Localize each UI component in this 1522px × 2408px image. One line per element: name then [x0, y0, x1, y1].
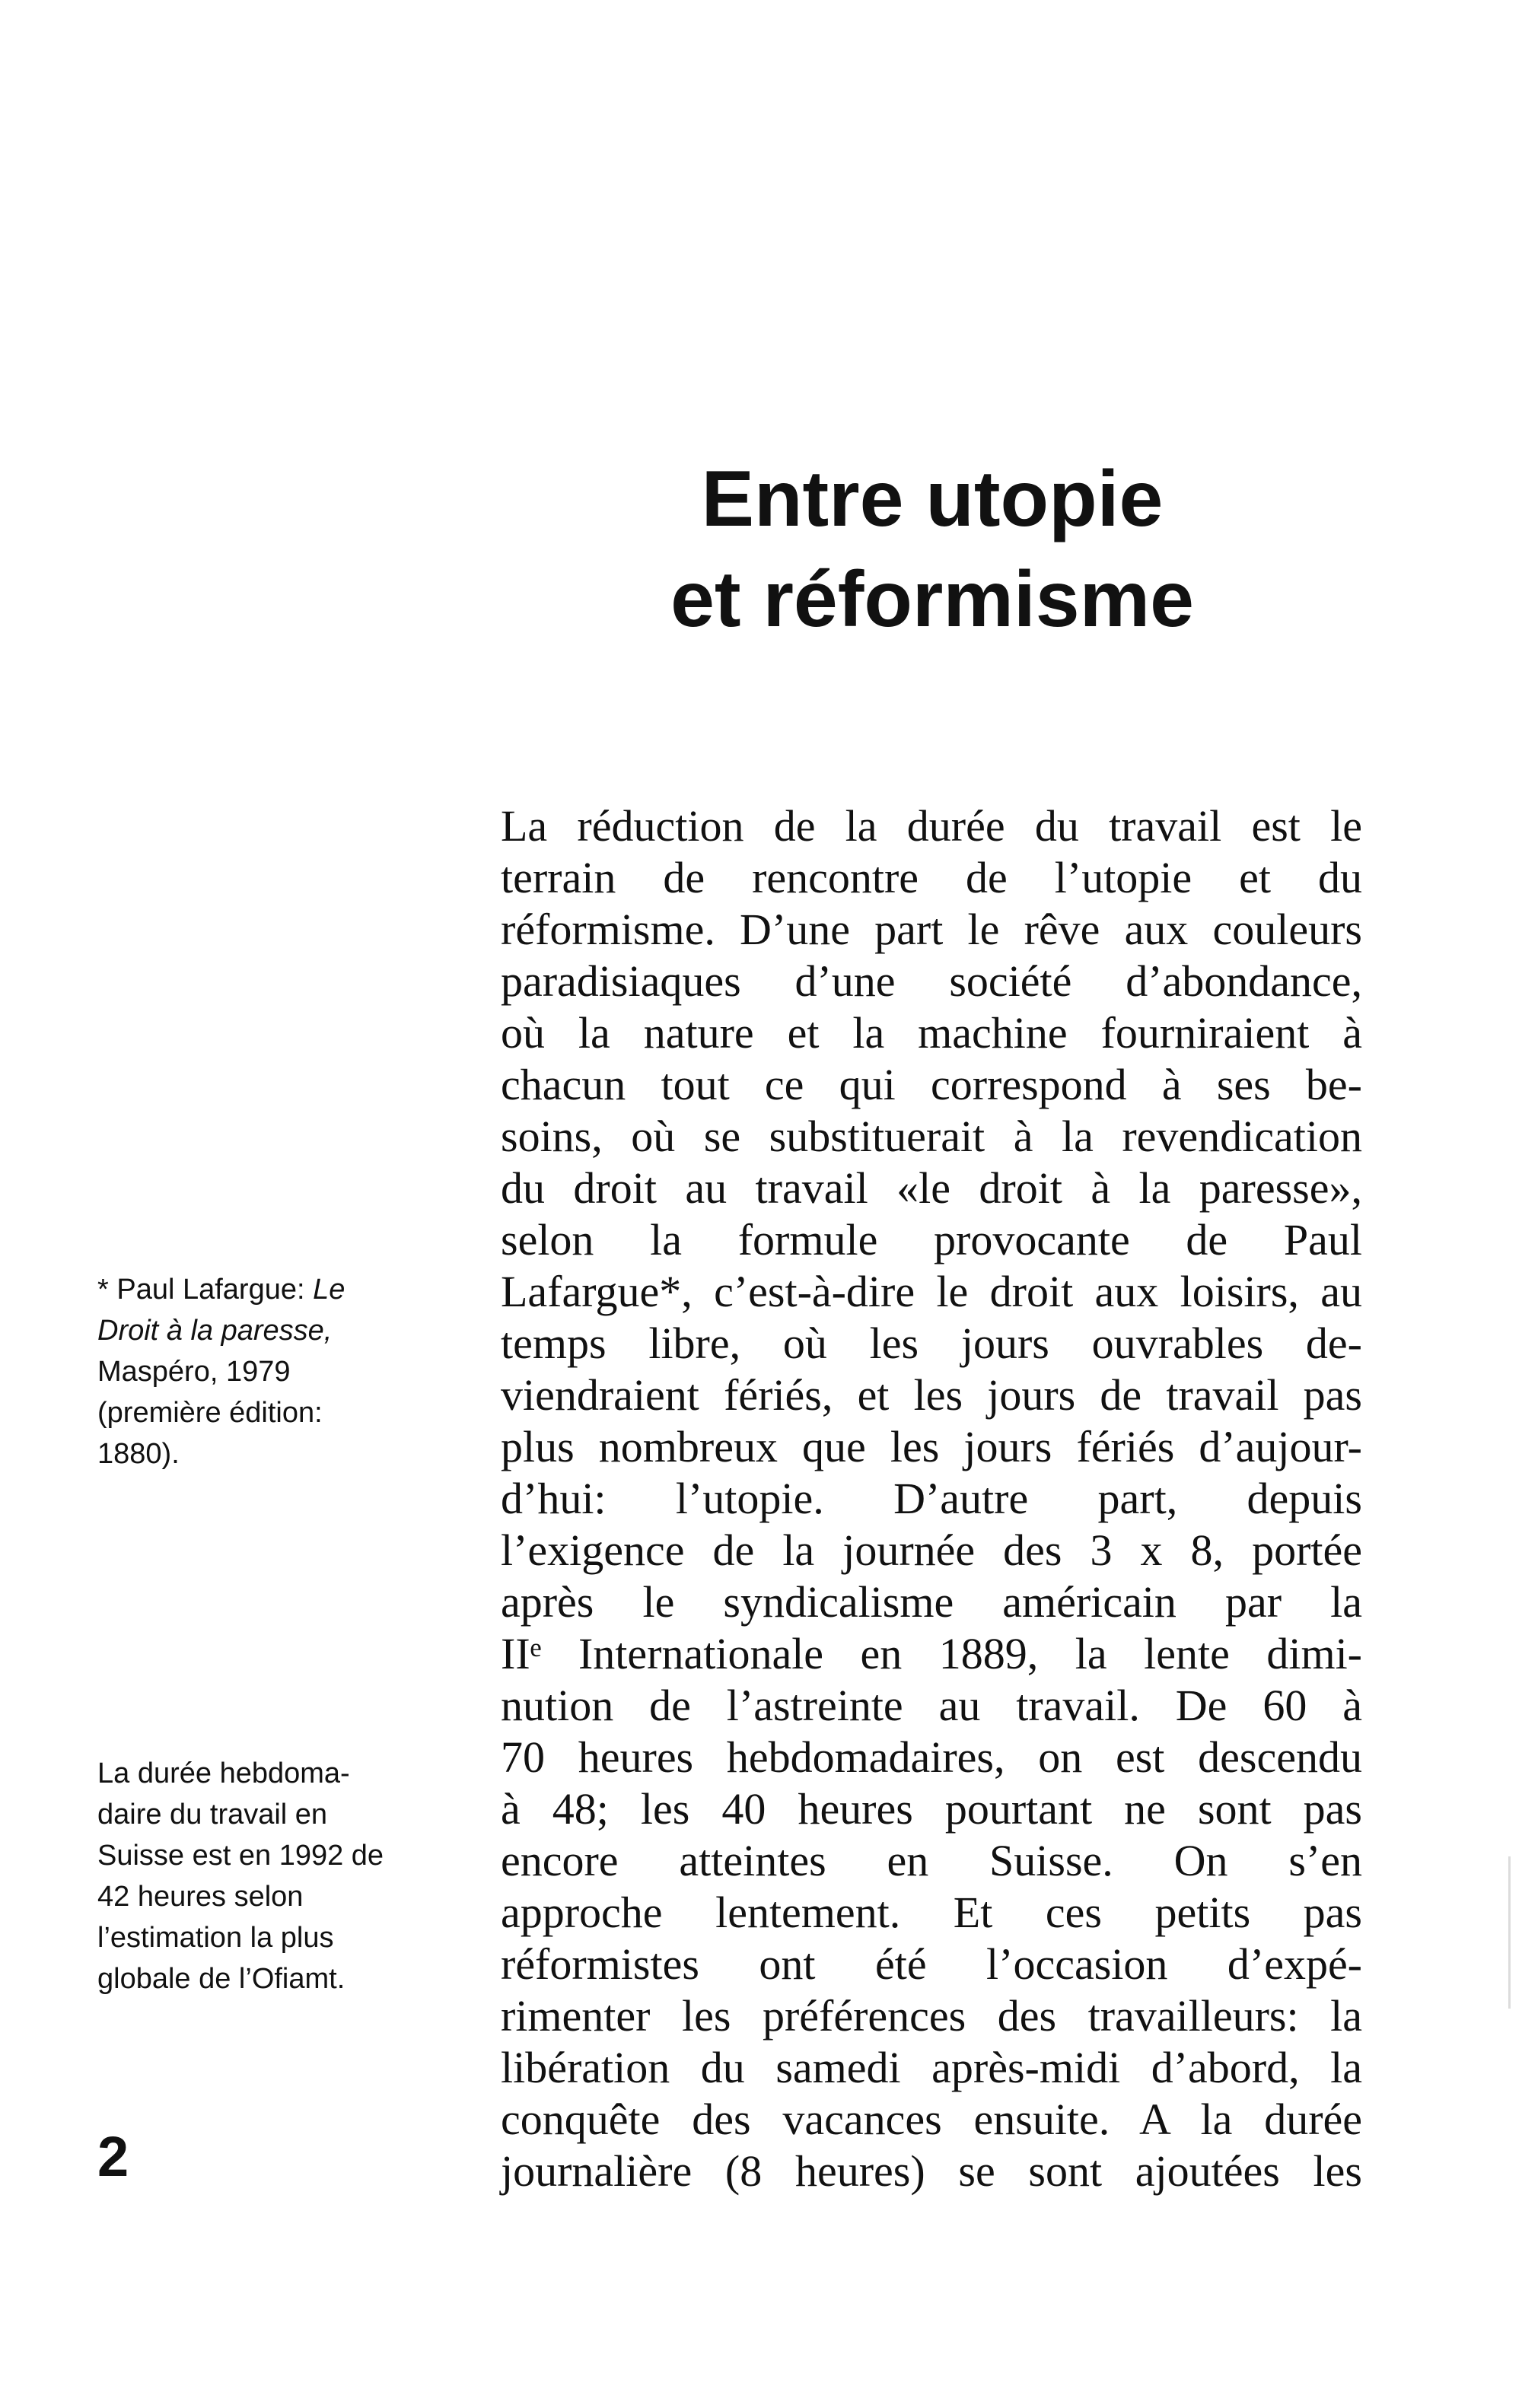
footnote-author: * Paul Lafargue: — [97, 1274, 314, 1306]
body-line: journalière (8 heures) se sont ajoutées les — [501, 2146, 1362, 2196]
body-line: temps libre, où les jours ouvrables de- — [501, 1319, 1362, 1368]
body-line: chacun tout ce qui correspond à ses be- — [501, 1060, 1362, 1109]
body-line: IIᵉ Internationale en 1889, la lente dimi- — [501, 1629, 1362, 1678]
body-line: rimenter les préférences des travailleurs: la — [501, 1991, 1362, 2041]
body-line: soins, où se substituerait à la revendication — [501, 1112, 1362, 1161]
body-line: d’hui: l’utopie. D’autre part, depuis — [501, 1474, 1362, 1523]
body-line: à 48; les 40 heures pourtant ne sont pas — [501, 1784, 1362, 1834]
margin-note-line: 42 heures selon — [97, 1881, 304, 1913]
body-line: libération du samedi après-midi d’abord, la — [501, 2043, 1362, 2092]
scan-edge-mark — [1508, 1856, 1511, 2009]
body-line: l’exigence de la journée des 3 x 8, portée — [501, 1525, 1362, 1575]
body-line: où la nature et la machine fourniraient à — [501, 1008, 1362, 1058]
margin-note-working-hours — [97, 1753, 455, 1999]
footnote-publisher: Maspéro, 1979 — [97, 1356, 291, 1388]
body-line: du droit au travail «le droit à la paresse», — [501, 1163, 1362, 1213]
body-line: réformisme. D’une part le rêve aux couleurs — [501, 905, 1362, 954]
body-line: approche lentement. Et ces petits pas — [501, 1888, 1362, 1937]
chapter-title-line-2: et réformisme — [670, 555, 1194, 644]
body-line: La réduction de la durée du travail est le — [501, 801, 1362, 851]
footnote-lafargue — [97, 1269, 455, 1474]
margin-note-line: globale de l’Ofiamt. — [97, 1963, 345, 1995]
footnote-title: Droit à la paresse, — [97, 1315, 333, 1347]
body-line: selon la formule provocante de Paul — [501, 1215, 1362, 1264]
margin-note-line: Suisse est en 1992 de — [97, 1840, 384, 1872]
body-paragraph — [501, 800, 1362, 2197]
page-number: 2 — [97, 2125, 129, 2188]
chapter-title — [502, 449, 1362, 650]
body-line: Lafargue*, c’est-à-dire le droit aux loisirs, au — [501, 1267, 1362, 1316]
body-line: viendraient fériés, et les jours de travail pas — [501, 1370, 1362, 1420]
margin-note-line: daire du travail en — [97, 1799, 328, 1831]
footnote-title-start: Le — [313, 1274, 345, 1306]
body-line: 70 heures hebdomadaires, on est descendu — [501, 1732, 1362, 1782]
chapter-title-line-1: Entre utopie — [701, 455, 1164, 543]
margin-note-line: La durée hebdoma- — [97, 1757, 350, 1789]
footnote-year: 1880). — [97, 1438, 180, 1470]
body-line: après le syndicalisme américain par la — [501, 1577, 1362, 1627]
body-line: paradisiaques d’une société d’abondance, — [501, 956, 1362, 1006]
margin-note-line: l’estimation la plus — [97, 1922, 334, 1954]
body-line: nution de l’astreinte au travail. De 60 à — [501, 1681, 1362, 1730]
footnote-line — [97, 1269, 455, 1310]
body-line: réformistes ont été l’occasion d’expé- — [501, 1939, 1362, 1989]
footnote-edition: (première édition: — [97, 1397, 323, 1429]
body-line: conquête des vacances ensuite. A la durée — [501, 2095, 1362, 2144]
body-line: terrain de rencontre de l’utopie et du — [501, 853, 1362, 902]
body-line: plus nombreux que les jours fériés d’aujour- — [501, 1422, 1362, 1471]
body-line: encore atteintes en Suisse. On s’en — [501, 1836, 1362, 1885]
